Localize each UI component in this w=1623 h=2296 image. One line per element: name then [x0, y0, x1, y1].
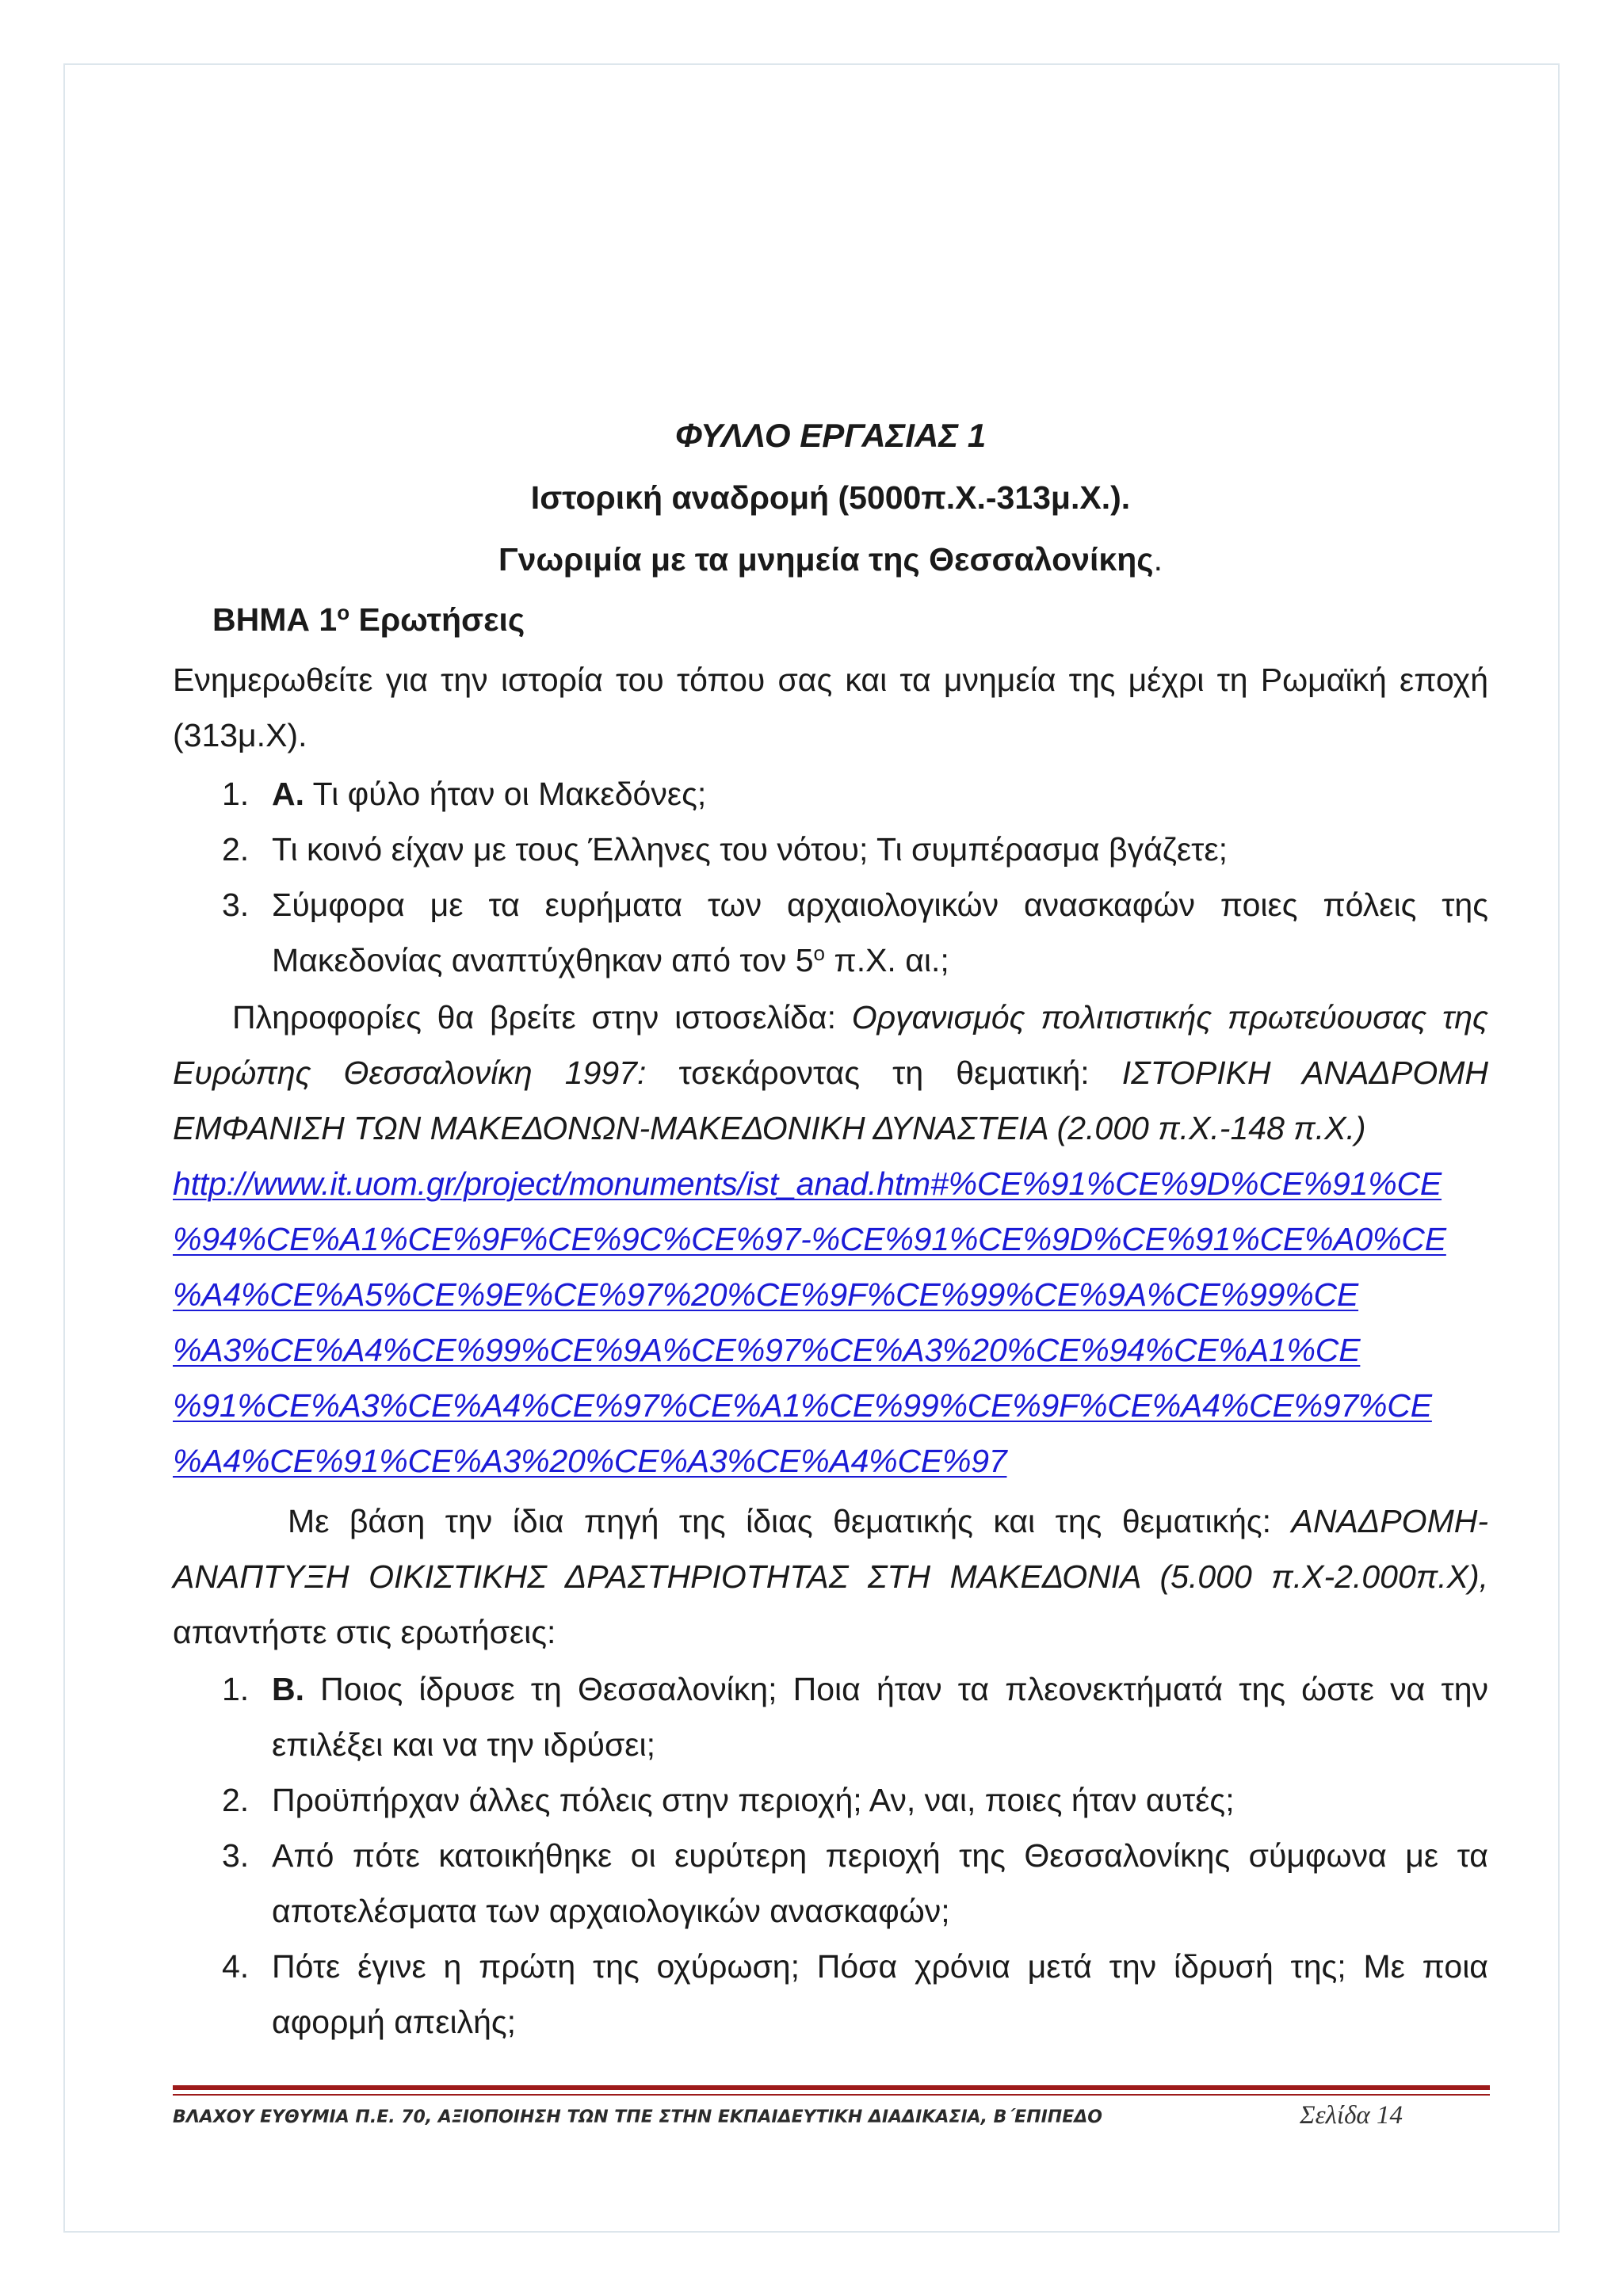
step-2-question-3-line-2: αποτελέσματα των αρχαιολογικών ανασκαφών; — [272, 1893, 950, 1929]
info-line-1a: Πληροφορίες θα βρείτε στην ιστοσελίδα: — [232, 999, 852, 1035]
step-1-intro-line-2: (313μ.Χ). — [173, 717, 307, 753]
step-1-heading-a: ΒΗΜΑ 1 — [212, 601, 338, 638]
footer-rule-thin — [173, 2094, 1490, 2096]
worksheet-subtitle: Ιστορική αναδρομή (5000π.Χ.-313μ.Χ.). — [530, 479, 1131, 516]
q3-line-2b: π.Χ. αι.; — [825, 942, 949, 978]
q3-line-2a: Μακεδονίας αναπτύχθηκαν από τον 5 — [272, 942, 814, 978]
question-3-line-1: Σύμφορα με τα ευρήματα των αρχαιολογικών ανασκαφών ποιες πόλεις της — [272, 887, 1488, 923]
step-2-para-line-2: ΑΝΑΠΤΥΞΗ ΟΙΚΙΣΤΙΚΗΣ ΔΡΑΣΤΗΡΙΟΤΗΤΑΣ ΣΤΗ ΜΑΚΕΔΟΝΙΑ (5.000 π.Χ-2.000π.Χ), — [173, 1558, 1488, 1595]
subtitle-2-text: Γνωριμία με τα μνημεία της Θεσσαλονίκης — [498, 541, 1154, 578]
step-2-question-1-line-1 — [272, 1669, 1488, 1710]
info-line-2b: τσεκάροντας τη θεματική: — [646, 1055, 1122, 1091]
worksheet-subtitle-2 — [173, 539, 1488, 580]
step-1-heading-b: Ερωτήσεις — [349, 601, 525, 638]
info-line-3: ΕΜΦΑΝΙΣΗ ΤΩΝ ΜΑΚΕΔΟΝΩΝ-ΜΑΚΕΔΟΝΙΚΗ ΔΥΝΑΣΤΕΙΑ (2.000 π.Χ.-148 π.Χ.) — [173, 1110, 1366, 1146]
step-2-question-4-line-2: αφορμή απειλής; — [272, 2004, 517, 2040]
step-2-question-3-line-1: Από πότε κατοικήθηκε οι ευρύτερη περιοχή της Θεσσαλονίκης σύμφωνα με τα — [272, 1837, 1488, 1874]
step-1-heading-sup: ο — [337, 601, 350, 624]
footer-author-course: ΒΛΑΧΟΥ ΕΥΘΥΜΙΑ Π.Ε. 70, ΑΞΙΟΠΟΙΗΣΗ ΤΩΝ ΤΠΕ ΣΤΗΝ ΕΚΠΑΙΔΕΥΤΙΚΗ ΔΙΑΔΙΚΑΣΙΑ, Β΄ΕΠΙΠΕΔΟ — [173, 2107, 1102, 2127]
source-link-line-2[interactable]: %94%CE%A1%CE%9F%CE%9C%CE%97-%CE%91%CE%9D%CE%91%CE%A0%CE — [173, 1221, 1446, 1257]
info-line-1b: Οργανισμός πολιτιστικής πρωτεύουσας της — [851, 999, 1488, 1035]
question-number: 1. — [222, 776, 250, 812]
question-text: Ποιος ίδρυσε τη Θεσσαλονίκη; Ποια ήταν τα πλεονεκτήματά της ώστε να την — [304, 1671, 1488, 1707]
question-number: 2. — [222, 831, 250, 868]
question-number: 3. — [222, 887, 250, 923]
question-3-line-2 — [272, 940, 949, 981]
step-2-question-1-line-2: επιλέξει και να την ιδρύσει; — [272, 1726, 656, 1763]
subtitle-2-end: . — [1153, 541, 1163, 578]
question-number: 4. — [222, 1948, 250, 1985]
source-link-line-6[interactable]: %A4%CE%91%CE%A3%20%CE%A3%CE%A4%CE%97 — [173, 1443, 1007, 1479]
step-2-para-line-1 — [288, 1501, 1488, 1542]
info-line-2 — [173, 1052, 1488, 1093]
source-link-line-3[interactable]: %A4%CE%A5%CE%9E%CE%97%20%CE%9F%CE%99%CE%9A%CE%99%CE — [173, 1276, 1359, 1313]
question-text: Τι κοινό είχαν με τους Έλληνες του νότου; Τι συμπέρασμα βγάζετε; — [272, 831, 1228, 868]
worksheet-title: ΦΥΛΛΟ ΕΡΓΑΣΙΑΣ 1 — [674, 417, 987, 454]
question-number: 1. — [222, 1671, 250, 1707]
footer-page-number: Σελίδα 14 — [1300, 2101, 1403, 2130]
source-link-line-1[interactable]: http://www.it.uom.gr/project/monuments/ist_anad.htm#%CE%91%CE%9D%CE%91%CE — [173, 1165, 1442, 1202]
para-line-1b: ΑΝΑΔΡΟΜΗ- — [1291, 1503, 1488, 1539]
question-number: 3. — [222, 1837, 250, 1874]
info-line-2c: ΙΣΤΟΡΙΚΗ ΑΝΑΔΡΟΜΗ — [1121, 1055, 1488, 1091]
question-label: Α. — [272, 776, 304, 812]
step-2-question-4-line-1: Πότε έγινε η πρώτη της οχύρωση; Πόσα χρόνια μετά την ίδρυσή της; Με ποια — [272, 1948, 1488, 1985]
question-number: 2. — [222, 1782, 250, 1818]
footer-rule-thick — [173, 2085, 1490, 2090]
question-text: Προϋπήρχαν άλλες πόλεις στην περιοχή; Αν, ναι, ποιες ήταν αυτές; — [272, 1782, 1235, 1818]
question-label: Β. — [272, 1671, 304, 1707]
source-link-line-5[interactable]: %91%CE%A3%CE%A4%CE%97%CE%A1%CE%99%CE%9F%CE%A4%CE%97%CE — [173, 1387, 1432, 1424]
step-1-intro-line-1: Ενημερωθείτε για την ιστορία του τόπου σας και τα μνημεία της μέχρι τη Ρωμαϊκή εποχή — [173, 662, 1488, 698]
step-1-heading — [212, 599, 525, 640]
q3-line-2-sup: ο — [813, 941, 826, 965]
source-link-line-4[interactable]: %A3%CE%A4%CE%99%CE%9A%CE%97%CE%A3%20%CE%94%CE%A1%CE — [173, 1332, 1361, 1368]
info-line-2a: Ευρώπης Θεσσαλονίκη 1997: — [173, 1055, 647, 1091]
step-2-para-line-3: απαντήστε στις ερωτήσεις: — [173, 1614, 556, 1650]
question-text: Τι φύλο ήταν οι Μακεδόνες; — [304, 776, 707, 812]
info-line-1 — [232, 997, 1488, 1038]
para-line-1a: Με βάση την ίδια πηγή της ίδιας θεματικής και της θεματικής: — [288, 1503, 1292, 1539]
